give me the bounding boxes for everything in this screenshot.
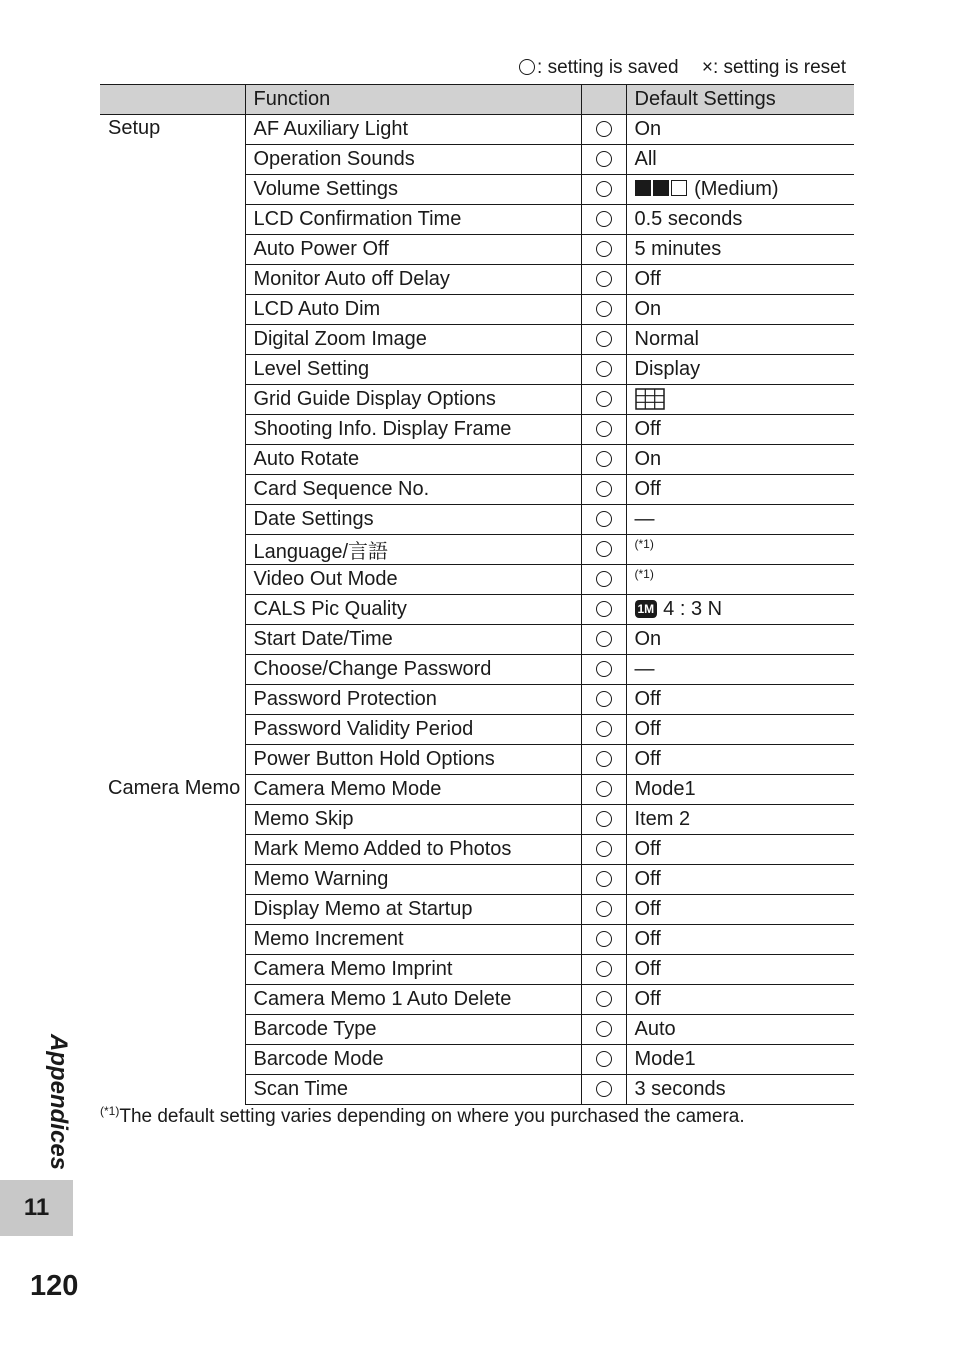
default-cell	[626, 625, 854, 655]
function-cell: Camera Memo Mode	[245, 775, 581, 805]
circle-icon	[596, 1081, 612, 1097]
table-row	[100, 115, 854, 145]
function-cell: Power Button Hold Options	[245, 745, 581, 775]
saved-mark-cell	[581, 805, 626, 835]
header-category	[100, 85, 245, 115]
circle-icon	[596, 811, 612, 827]
default-cell	[626, 385, 854, 415]
function-cell: Password Protection	[245, 685, 581, 715]
circle-icon	[596, 181, 612, 197]
circle-icon	[596, 961, 612, 977]
default-value: Off	[634, 718, 661, 740]
circle-icon	[519, 59, 535, 75]
saved-mark-cell	[581, 265, 626, 295]
circle-icon	[596, 901, 612, 917]
saved-mark-cell	[581, 475, 626, 505]
legend-reset-text: : setting is reset	[712, 57, 846, 78]
function-cell: Level Setting	[245, 355, 581, 385]
saved-mark-cell	[581, 655, 626, 685]
table-header-row	[100, 85, 854, 115]
volume-level-icon	[635, 178, 689, 200]
function-cell: Mark Memo Added to Photos	[245, 835, 581, 865]
default-cell	[626, 205, 854, 235]
cross-icon: ×	[701, 57, 713, 78]
function-cell: Memo Skip	[245, 805, 581, 835]
saved-mark-cell	[581, 1075, 626, 1105]
function-cell: Choose/Change Password	[245, 655, 581, 685]
default-value: (*1)	[634, 567, 654, 581]
default-cell	[626, 505, 854, 535]
circle-icon	[596, 661, 612, 677]
settings-table	[100, 84, 854, 1105]
default-value: Off	[634, 928, 661, 950]
function-cell: Card Sequence No.	[245, 475, 581, 505]
default-value: Mode1	[634, 1048, 696, 1070]
saved-mark-cell	[581, 115, 626, 145]
function-cell: Monitor Auto off Delay	[245, 265, 581, 295]
function-cell: Digital Zoom Image	[245, 325, 581, 355]
saved-mark-cell	[581, 775, 626, 805]
default-value: On	[634, 298, 662, 320]
circle-icon	[596, 571, 612, 587]
default-value: 3 seconds	[634, 1078, 726, 1100]
category-cell: Camera Memo	[108, 776, 241, 799]
section-side-label	[38, 1033, 78, 1171]
saved-mark-cell	[581, 595, 626, 625]
circle-icon	[596, 331, 612, 347]
saved-mark-cell	[581, 715, 626, 745]
default-cell	[626, 835, 854, 865]
default-value: All	[634, 148, 657, 170]
function-cell: Password Validity Period	[245, 715, 581, 745]
function-cell: Memo Increment	[245, 925, 581, 955]
default-value: (*1)	[634, 537, 654, 551]
saved-mark-cell	[581, 625, 626, 655]
saved-mark-cell	[581, 145, 626, 175]
default-value: Display	[634, 358, 701, 380]
default-cell	[626, 115, 854, 145]
section-side-label-text: Appendices	[45, 1033, 72, 1171]
default-cell	[626, 565, 854, 595]
circle-icon	[596, 271, 612, 287]
saved-mark-cell	[581, 685, 626, 715]
default-value: Mode1	[634, 778, 696, 800]
function-cell: Operation Sounds	[245, 145, 581, 175]
footnote-marker: (*1)	[100, 1104, 120, 1118]
saved-mark-cell	[581, 505, 626, 535]
saved-mark-cell	[581, 385, 626, 415]
default-cell	[626, 865, 854, 895]
default-value: Auto	[634, 1018, 676, 1040]
function-cell: Auto Rotate	[245, 445, 581, 475]
default-value: —	[634, 658, 655, 680]
circle-icon	[596, 421, 612, 437]
footnote	[100, 1104, 745, 1128]
function-cell: Language/言語	[245, 535, 581, 565]
page-number: 120	[30, 1270, 79, 1302]
saved-mark-cell	[581, 535, 626, 565]
default-value: On	[634, 118, 662, 140]
saved-mark-cell	[581, 1045, 626, 1075]
default-value: Off	[634, 958, 661, 980]
default-cell	[626, 1075, 854, 1105]
image-size-icon: 1M	[635, 600, 658, 618]
default-cell	[626, 895, 854, 925]
function-cell: CALS Pic Quality	[245, 595, 581, 625]
function-cell: LCD Confirmation Time	[245, 205, 581, 235]
chapter-tab	[0, 1180, 73, 1236]
circle-icon	[596, 121, 612, 137]
circle-icon	[596, 721, 612, 737]
default-value: Off	[634, 838, 661, 860]
circle-icon	[596, 691, 612, 707]
circle-icon	[596, 931, 612, 947]
category-cell: Setup	[108, 117, 161, 139]
default-value: Normal	[634, 328, 699, 350]
grid-guide-icon	[635, 388, 665, 410]
default-value: Off	[634, 688, 661, 710]
circle-icon	[596, 781, 612, 797]
function-cell: Volume Settings	[245, 175, 581, 205]
saved-mark-cell	[581, 745, 626, 775]
circle-icon	[596, 631, 612, 647]
function-cell: Date Settings	[245, 505, 581, 535]
default-cell	[626, 235, 854, 265]
default-cell	[626, 265, 854, 295]
function-cell: Barcode Type	[245, 1015, 581, 1045]
default-cell	[626, 925, 854, 955]
default-cell	[626, 805, 854, 835]
function-cell: Video Out Mode	[245, 565, 581, 595]
saved-mark-cell	[581, 985, 626, 1015]
saved-mark-cell	[581, 925, 626, 955]
function-cell: LCD Auto Dim	[245, 295, 581, 325]
saved-mark-cell	[581, 355, 626, 385]
circle-icon	[596, 211, 612, 227]
function-cell: Grid Guide Display Options	[245, 385, 581, 415]
circle-icon	[596, 391, 612, 407]
default-cell	[626, 685, 854, 715]
default-value: Off	[634, 868, 661, 890]
header-saved	[581, 85, 626, 115]
circle-icon	[596, 751, 612, 767]
function-cell: AF Auxiliary Light	[245, 115, 581, 145]
default-cell	[626, 535, 854, 565]
saved-mark-cell	[581, 205, 626, 235]
default-value: (Medium)	[694, 178, 779, 200]
function-cell: Scan Time	[245, 1075, 581, 1105]
saved-mark-cell	[581, 1015, 626, 1045]
default-value: Off	[634, 898, 661, 920]
default-cell	[626, 325, 854, 355]
header-function: Function	[245, 85, 581, 115]
saved-mark-cell	[581, 895, 626, 925]
circle-icon	[596, 151, 612, 167]
saved-mark-cell	[581, 415, 626, 445]
default-cell	[626, 595, 854, 625]
default-cell	[626, 1045, 854, 1075]
footnote-text: The default setting varies depending on where you purchased the camera.	[119, 1106, 745, 1127]
saved-mark-cell	[581, 955, 626, 985]
default-cell	[626, 775, 854, 805]
saved-mark-cell	[581, 445, 626, 475]
saved-mark-cell	[581, 835, 626, 865]
circle-icon	[596, 601, 612, 617]
default-value: Off	[634, 268, 661, 290]
default-cell	[626, 415, 854, 445]
circle-icon	[596, 241, 612, 257]
default-cell	[626, 445, 854, 475]
circle-icon	[596, 481, 612, 497]
saved-mark-cell	[581, 295, 626, 325]
circle-icon	[596, 1021, 612, 1037]
table-row	[100, 775, 854, 805]
default-value: Off	[634, 748, 661, 770]
default-cell	[626, 295, 854, 325]
default-value: On	[634, 628, 662, 650]
default-cell	[626, 1015, 854, 1045]
default-cell	[626, 355, 854, 385]
circle-icon	[596, 301, 612, 317]
circle-icon	[596, 451, 612, 467]
default-cell	[626, 145, 854, 175]
function-cell: Shooting Info. Display Frame	[245, 415, 581, 445]
default-value: Off	[634, 988, 661, 1010]
saved-mark-cell	[581, 175, 626, 205]
default-value: 4 : 3 N	[663, 598, 723, 620]
circle-icon	[596, 991, 612, 1007]
default-cell	[626, 745, 854, 775]
legend	[519, 57, 846, 79]
default-cell	[626, 175, 854, 205]
legend-saved-text: : setting is saved	[537, 57, 679, 78]
chapter-number: 11	[23, 1194, 50, 1221]
saved-mark-cell	[581, 865, 626, 895]
circle-icon	[596, 361, 612, 377]
circle-icon	[596, 1051, 612, 1067]
default-value: Off	[634, 478, 661, 500]
header-default-settings: Default Settings	[626, 85, 854, 115]
function-cell: Start Date/Time	[245, 625, 581, 655]
circle-icon	[596, 841, 612, 857]
default-value: 5 minutes	[634, 238, 722, 260]
default-cell	[626, 955, 854, 985]
circle-icon	[596, 541, 612, 557]
default-cell	[626, 655, 854, 685]
default-value: Item 2	[634, 808, 691, 830]
circle-icon	[596, 871, 612, 887]
default-value: 0.5 seconds	[634, 208, 743, 230]
default-value: —	[634, 508, 655, 530]
function-cell: Auto Power Off	[245, 235, 581, 265]
default-cell	[626, 985, 854, 1015]
default-cell	[626, 715, 854, 745]
default-cell	[626, 475, 854, 505]
table-body	[100, 115, 854, 1105]
default-value: On	[634, 448, 662, 470]
function-cell: Display Memo at Startup	[245, 895, 581, 925]
saved-mark-cell	[581, 325, 626, 355]
saved-mark-cell	[581, 235, 626, 265]
default-value: Off	[634, 418, 661, 440]
saved-mark-cell	[581, 565, 626, 595]
circle-icon	[596, 511, 612, 527]
function-cell: Memo Warning	[245, 865, 581, 895]
function-cell: Barcode Mode	[245, 1045, 581, 1075]
function-cell: Camera Memo Imprint	[245, 955, 581, 985]
function-cell: Camera Memo 1 Auto Delete	[245, 985, 581, 1015]
